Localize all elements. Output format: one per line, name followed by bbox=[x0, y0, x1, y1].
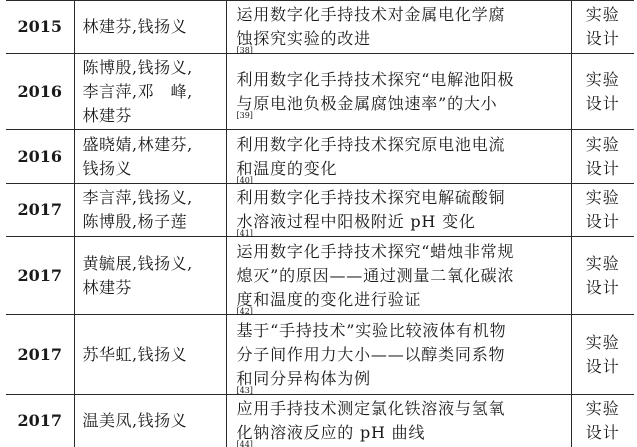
title-line: 熄灭”的原因——通过测量二氧化碳浓 bbox=[236, 265, 515, 285]
authors-cell bbox=[74, 315, 226, 395]
type-line: 实验 bbox=[585, 188, 620, 207]
title-line: 化钠溶液反应的 pH 曲线 bbox=[236, 423, 426, 442]
author-line: 林建芬,钱扬义 bbox=[82, 17, 188, 36]
literature-table bbox=[6, 0, 634, 447]
title-line: 蚀探究实验的改进 bbox=[236, 29, 371, 48]
title-cell: 利用数字化手持技术探究电解硫酸铜 水溶液过程中阳极附近 pH 变化 [41] bbox=[226, 184, 571, 237]
year-cell: 2017 bbox=[6, 395, 74, 447]
title-line: 基于“手持技术”实验比较液体有机物 bbox=[236, 320, 507, 340]
type-cell bbox=[571, 130, 634, 184]
author-line: 温美凤,钱扬义 bbox=[82, 411, 188, 430]
author-line: 苏华虹,钱扬义 bbox=[82, 344, 188, 364]
table-row bbox=[6, 54, 634, 130]
author-line: 林建芬 bbox=[82, 105, 133, 125]
title-line: 分子间作用力大小——以醇类同系物 bbox=[236, 344, 506, 364]
title-cell: 基于“手持技术”实验比较液体有机物 分子间作用力大小——以醇类同系物 和同分异构体为例 [43] bbox=[226, 315, 571, 395]
type-line: 设计 bbox=[585, 212, 620, 231]
year-cell: 2016 bbox=[6, 54, 74, 130]
title-line: 水溶液过程中阳极附近 pH 变化 bbox=[236, 212, 476, 231]
year-cell: 2015 bbox=[6, 1, 74, 54]
table-row bbox=[6, 395, 634, 447]
title-line: 与原电池负极金属腐蚀速率”的大小 bbox=[236, 93, 498, 113]
type-cell bbox=[571, 395, 634, 447]
author-line: 李言萍,邓 峰, bbox=[82, 81, 193, 101]
type-line: 实验 bbox=[585, 134, 620, 154]
author-line: 陈博殷,钱扬义, bbox=[82, 57, 193, 77]
title-line: 和温度的变化 bbox=[236, 158, 338, 178]
title-line: 应用手持技术测定氯化铁溶液与氢氧 bbox=[236, 399, 506, 418]
type-line: 设计 bbox=[585, 356, 620, 376]
title-line: 度和温度的变化进行验证 bbox=[236, 289, 422, 309]
type-cell bbox=[571, 1, 634, 54]
authors-cell bbox=[74, 184, 226, 237]
type-line: 设计 bbox=[585, 93, 620, 113]
year-cell: 2017 bbox=[6, 237, 74, 315]
author-line: 钱扬义 bbox=[82, 158, 133, 178]
type-cell bbox=[571, 315, 634, 395]
author-line: 黄毓展,钱扬义, bbox=[82, 253, 193, 273]
table-body bbox=[6, 1, 634, 447]
authors-cell bbox=[74, 130, 226, 184]
title-cell: 运用数字化手持技术对金属电化学腐 蚀探究实验的改进 [38] bbox=[226, 1, 571, 54]
author-line: 李言萍,钱扬义, bbox=[82, 188, 193, 207]
title-line: 利用数字化手持技术探究电解硫酸铜 bbox=[236, 188, 506, 207]
table-row bbox=[6, 315, 634, 395]
type-cell bbox=[571, 54, 634, 130]
table-row bbox=[6, 184, 634, 237]
title-line: 运用数字化手持技术对金属电化学腐 bbox=[236, 5, 506, 24]
table-row bbox=[6, 237, 634, 315]
type-line: 实验 bbox=[585, 69, 620, 89]
author-line: 陈博殷,杨子莲 bbox=[82, 212, 188, 231]
type-line: 设计 bbox=[585, 423, 620, 442]
title-cell: 应用手持技术测定氯化铁溶液与氢氧 化钠溶液反应的 pH 曲线 [44] bbox=[226, 395, 571, 447]
authors-cell bbox=[74, 1, 226, 54]
year-cell: 2016 bbox=[6, 130, 74, 184]
type-line: 设计 bbox=[585, 277, 620, 297]
title-cell: 利用数字化手持技术探究原电池电流 和温度的变化 [40] bbox=[226, 130, 571, 184]
type-line: 实验 bbox=[585, 399, 620, 418]
type-line: 实验 bbox=[585, 332, 620, 352]
type-line: 设计 bbox=[585, 29, 620, 48]
title-line: 运用数字化手持技术探究“蜡烛非常规 bbox=[236, 241, 515, 261]
title-line: 和同分异构体为例 bbox=[236, 368, 371, 388]
year-cell: 2017 bbox=[6, 315, 74, 395]
table-row bbox=[6, 130, 634, 184]
year-cell: 2017 bbox=[6, 184, 74, 237]
title-line: 利用数字化手持技术探究“电解池阳极 bbox=[236, 69, 515, 89]
author-line: 盛晓婧,林建芬, bbox=[82, 134, 193, 154]
authors-cell bbox=[74, 237, 226, 315]
title-cell: 运用数字化手持技术探究“蜡烛非常规 熄灭”的原因——通过测量二氧化碳浓 度和温度的变化进行验证 [42] bbox=[226, 237, 571, 315]
table-row bbox=[6, 1, 634, 54]
type-cell bbox=[571, 237, 634, 315]
author-line: 林建芬 bbox=[82, 277, 133, 297]
type-line: 实验 bbox=[585, 5, 620, 24]
authors-cell bbox=[74, 395, 226, 447]
type-cell bbox=[571, 184, 634, 237]
type-line: 设计 bbox=[585, 158, 620, 178]
title-line: 利用数字化手持技术探究原电池电流 bbox=[236, 134, 506, 154]
type-line: 实验 bbox=[585, 253, 620, 273]
title-cell: 利用数字化手持技术探究“电解池阳极 与原电池负极金属腐蚀速率”的大小 [39] bbox=[226, 54, 571, 130]
authors-cell bbox=[74, 54, 226, 130]
